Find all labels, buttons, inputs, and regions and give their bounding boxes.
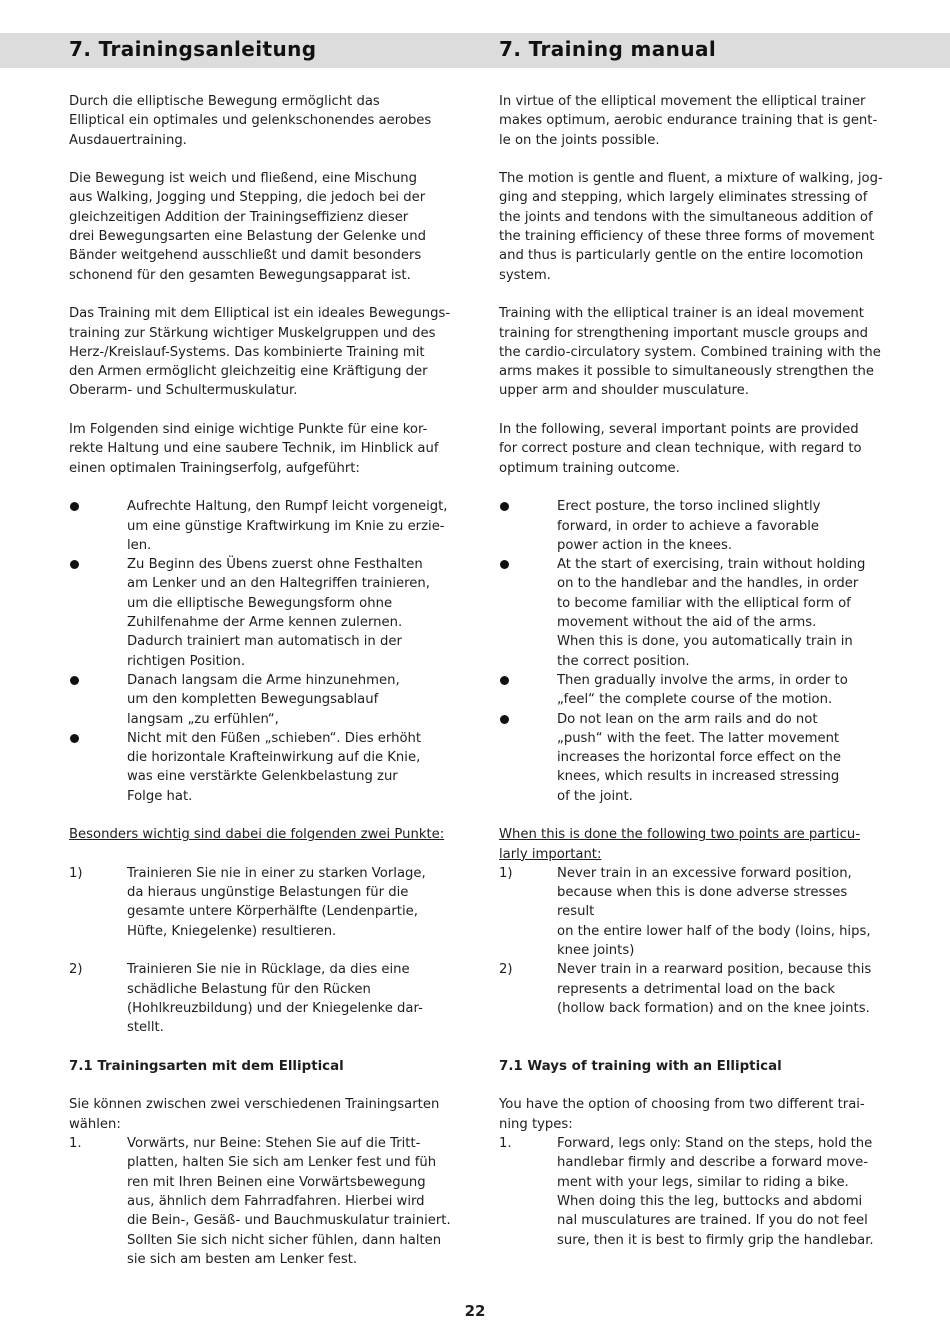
text-line: You have the option of choosing from two different trai- <box>499 1097 865 1113</box>
spacer <box>499 401 884 420</box>
text-line: and thus is particularly gentle on the entire locomotion <box>499 248 864 264</box>
bullet-dot <box>70 734 79 743</box>
text-line: da hieraus ungünstige Belastungen für die <box>127 885 409 901</box>
text-line: At the start of exercising, train without holding <box>557 557 866 573</box>
list-marker: 1. <box>499 1136 512 1152</box>
section-title-english: 7. Training manual <box>499 37 717 61</box>
text-line: of the joint. <box>557 788 633 804</box>
text-line: „push“ with the feet. The latter movement <box>557 730 840 746</box>
english-column <box>499 92 884 1250</box>
text-line: Die Bewegung ist weich und fließend, eine Mischung <box>69 171 418 187</box>
bullet-icon <box>69 671 79 691</box>
list-item-text <box>557 497 884 555</box>
text-line: len. <box>127 537 152 553</box>
list-item-text <box>557 1134 884 1250</box>
list-marker: 2) <box>69 962 83 978</box>
text-line: Trainieren Sie nie in Rücklage, da dies eine <box>127 962 410 978</box>
text-line: (hollow back formation) and on the knee joints. <box>557 1000 870 1016</box>
spacer <box>69 478 454 497</box>
text-line: nal musculatures are trained. If you do not feel <box>557 1213 868 1229</box>
text-line: Forward, legs only: Stand on the steps, hold the <box>557 1136 873 1152</box>
text-line: because when this is done adverse stresses <box>557 885 848 901</box>
text-line: Never train in an excessive forward position, <box>557 865 852 881</box>
text-line: Ausdauertraining. <box>69 132 187 148</box>
list-item-text <box>127 1134 454 1269</box>
list-item <box>499 1134 884 1250</box>
german-column <box>69 92 454 1269</box>
text-line: Zuhilfenahme der Arme kennen zulernen. <box>127 615 403 631</box>
paragraph <box>69 304 454 400</box>
spacer <box>69 285 454 304</box>
list-item <box>69 671 454 729</box>
text-line: Herz-/Kreislauf-Systems. Das kombinierte Training mit <box>69 344 425 360</box>
text-line: Vorwärts, nur Beine: Stehen Sie auf die Tritt- <box>127 1136 421 1152</box>
bullet-dot <box>70 502 79 511</box>
text-line: sie sich am besten am Lenker fest. <box>127 1251 358 1267</box>
spacer <box>499 1076 884 1095</box>
text-line: die Bein-, Gesäß- und Bauchmuskulatur trainiert. <box>127 1213 451 1229</box>
spacer <box>69 941 454 960</box>
spacer <box>69 1038 454 1057</box>
spacer <box>499 1018 884 1037</box>
bullet-dot <box>500 502 509 511</box>
bullet-icon <box>499 671 509 691</box>
text-line: system. <box>499 267 551 283</box>
text-line: power action in the knees. <box>557 537 733 553</box>
text-line: on the entire lower half of the body (loins, hips, <box>557 923 871 939</box>
list-marker: 1) <box>69 865 83 881</box>
text-line: upper arm and shoulder musculature. <box>499 383 749 399</box>
text-line: aus, ähnlich dem Fahrradfahren. Hierbei wird <box>127 1193 425 1209</box>
text-line: optimum training outcome. <box>499 460 680 476</box>
list-item-text <box>557 671 884 710</box>
text-line: gleichzeitigen Addition der Trainingseffizienz dieser <box>69 209 409 225</box>
text-line: platten, halten Sie sich am Lenker fest und füh <box>127 1155 437 1171</box>
bullet-icon <box>499 710 509 730</box>
spacer <box>69 401 454 420</box>
spacer <box>69 1076 454 1095</box>
text-line: represents a detrimental load on the back <box>557 981 836 997</box>
text-line: ment with your legs, similar to riding a bike. <box>557 1174 849 1190</box>
list-item-text <box>557 960 884 1018</box>
spacer <box>499 1038 884 1057</box>
text-line: am Lenker und an den Haltegriffen trainieren, <box>127 576 430 592</box>
text-line: result <box>557 904 595 920</box>
list-item-text <box>557 555 884 671</box>
list-item <box>499 960 884 1018</box>
text-line: ning types: <box>499 1116 573 1132</box>
text-line: the cardio-circulatory system. Combined training with the <box>499 344 881 360</box>
text-line: The motion is gentle and fluent, a mixture of walking, jog- <box>499 171 883 187</box>
text-line: rekte Haltung und eine saubere Technik, im Hinblick auf <box>69 441 439 457</box>
text-line: Bänder weitgehend ausschließt und damit besonders <box>69 248 422 264</box>
text-line: ren mit Ihren Beinen eine Vorwärtsbewegung <box>127 1174 426 1190</box>
list-item <box>69 497 454 555</box>
page-number: 22 <box>464 1302 486 1320</box>
list-item-text <box>127 555 454 671</box>
text-line: drei Bewegungsarten eine Belastung der Gelenke und <box>69 229 426 245</box>
text-line: Hüfte, Kniegelenke) resultieren. <box>127 923 337 939</box>
text-line: Oberarm- und Schultermuskulatur. <box>69 383 298 399</box>
bullet-dot <box>500 560 509 569</box>
spacer <box>499 150 884 169</box>
text-line: die horizontale Krafteinwirkung auf die Knie, <box>127 750 421 766</box>
text-line: on to the handlebar and the handles, in order <box>557 576 859 592</box>
text-line: the training efficiency of these three forms of movement <box>499 229 875 245</box>
text-line: Sollten Sie sich nicht sicher fühlen, dann halten <box>127 1232 442 1248</box>
subsection-heading: 7.1 Trainingsarten mit dem Elliptical <box>69 1058 344 1074</box>
bullet-icon <box>499 555 509 575</box>
text-line: sure, then it is best to firmly grip the handlebar. <box>557 1232 874 1248</box>
spacer <box>499 806 884 825</box>
paragraph <box>69 420 454 478</box>
text-line: for correct posture and clean technique, with regard to <box>499 441 862 457</box>
text-line: wählen: <box>69 1116 121 1132</box>
section-title-german: 7. Trainingsanleitung <box>69 37 317 61</box>
text-line: knee joints) <box>557 943 635 959</box>
text-line: einen optimalen Trainingserfolg, aufgeführt: <box>69 460 360 476</box>
bullet-icon <box>69 729 79 749</box>
list-item <box>499 555 884 671</box>
list-item <box>499 671 884 710</box>
bullet-icon <box>499 497 509 517</box>
bullet-dot <box>500 676 509 685</box>
text-line: makes optimum, aerobic endurance training that is gent- <box>499 113 878 129</box>
text-line: to become familiar with the elliptical form of <box>557 595 851 611</box>
text-line: Do not lean on the arm rails and do not <box>557 711 818 727</box>
text-line: In the following, several important points are provided <box>499 422 859 438</box>
text-line: When this is done, you automatically train in <box>557 634 853 650</box>
text-line: schonend für den gesamten Bewegungsapparat ist. <box>69 267 411 283</box>
text-line: Nicht mit den Füßen „schieben“. Dies erhöht <box>127 730 422 746</box>
list-marker: 1) <box>499 865 513 881</box>
list-item <box>69 555 454 671</box>
text-line: Dadurch trainiert man automatisch in der <box>127 634 402 650</box>
list-item <box>499 497 884 555</box>
text-line: the correct position. <box>557 653 690 669</box>
text-line: um eine günstige Kraftwirkung im Knie zu erzie- <box>127 518 445 534</box>
text-line: Durch die elliptische Bewegung ermöglicht das <box>69 94 380 109</box>
text-line: aus Walking, Jogging und Stepping, die jedoch bei der <box>69 190 426 206</box>
list-item <box>69 960 454 1037</box>
bullet-icon <box>69 555 79 575</box>
subsection-heading: 7.1 Ways of training with an Elliptical <box>499 1058 782 1074</box>
bullet-icon <box>69 497 79 517</box>
text-line: Danach langsam die Arme hinzunehmen, <box>127 672 400 688</box>
list-item <box>499 710 884 806</box>
text-line: ging and stepping, which largely eliminates stressing of <box>499 190 868 206</box>
text-line: training for strengthening important muscle groups and <box>499 325 869 341</box>
text-line: Zu Beginn des Übens zuerst ohne Festhalten <box>127 557 423 573</box>
list-item <box>69 864 454 941</box>
text-line: Im Folgenden sind einige wichtige Punkte für eine kor- <box>69 422 428 438</box>
text-line: Trainieren Sie nie in einer zu starken Vorlage, <box>127 865 426 881</box>
text-line: Folge hat. <box>127 788 193 804</box>
text-line: handlebar firmly and describe a forward move- <box>557 1155 869 1171</box>
spacer <box>499 478 884 497</box>
text-line: richtigen Position. <box>127 653 246 669</box>
text-line: increases the horizontal force effect on the <box>557 750 842 766</box>
text-line: le on the joints possible. <box>499 132 660 148</box>
text-line: larly important: <box>499 846 602 862</box>
text-line: Training with the elliptical trainer is an ideal movement <box>499 306 864 322</box>
text-line: Erect posture, the torso inclined slightly <box>557 499 821 515</box>
text-line: movement without the aid of the arms. <box>557 615 817 631</box>
text-line: um die elliptische Bewegungsform ohne <box>127 595 393 611</box>
text-line: (Hohlkreuzbildung) und der Kniegelenke dar- <box>127 1000 423 1016</box>
list-item <box>499 864 884 960</box>
list-item-text <box>557 864 884 960</box>
text-line: Never train in a rearward position, because this <box>557 962 872 978</box>
text-line: Das Training mit dem Elliptical ist ein ideales Bewegungs- <box>69 306 451 322</box>
list-item-text <box>127 864 454 941</box>
paragraph <box>499 92 884 150</box>
text-line: training zur Stärkung wichtiger Muskelgruppen und des <box>69 325 436 341</box>
text-line: Then gradually involve the arms, in order to <box>557 672 848 688</box>
text-line: schädliche Belastung für den Rücken <box>127 981 371 997</box>
list-item-text <box>557 710 884 806</box>
bullet-dot <box>500 715 509 724</box>
text-line: gesamte untere Körperhälfte (Lendenpartie, <box>127 904 418 920</box>
bullet-dot <box>70 676 79 685</box>
list-item-text <box>127 960 454 1037</box>
list-item-text <box>127 729 454 806</box>
text-line: knees, which results in increased stressing <box>557 769 840 785</box>
text-line: the joints and tendons with the simultaneous addition of <box>499 209 873 225</box>
list-item <box>69 729 454 806</box>
text-line: forward, in order to achieve a favorable <box>557 518 820 534</box>
bullet-dot <box>70 560 79 569</box>
list-item <box>69 1134 454 1269</box>
paragraph <box>499 304 884 400</box>
text-line: When this is done the following two points are particu- <box>499 827 860 843</box>
spacer <box>69 150 454 169</box>
spacer <box>499 285 884 304</box>
text-line: um den kompletten Bewegungsablauf <box>127 692 379 708</box>
spacer <box>69 845 454 864</box>
text-line: In virtue of the elliptical movement the elliptical trainer <box>499 94 866 109</box>
important-heading <box>69 825 454 844</box>
text-line: When doing this the leg, buttocks and abdomi <box>557 1193 863 1209</box>
list-marker: 2) <box>499 962 513 978</box>
text-line: Sie können zwischen zwei verschiedenen Trainingsarten <box>69 1097 440 1113</box>
text-line: Besonders wichtig sind dabei die folgenden zwei Punkte: <box>69 827 445 843</box>
list-item-text <box>127 497 454 555</box>
subsection-intro <box>499 1095 884 1134</box>
paragraph <box>499 169 884 285</box>
spacer <box>69 806 454 825</box>
list-item-text <box>127 671 454 729</box>
text-line: stellt. <box>127 1020 164 1036</box>
subsection-intro <box>69 1095 454 1134</box>
text-line: Elliptical ein optimales und gelenkschonendes aerobes <box>69 113 432 129</box>
text-line: was eine verstärkte Gelenkbelastung zur <box>127 769 398 785</box>
paragraph <box>69 92 454 150</box>
text-line: arms makes it possible to simultaneously strengthen the <box>499 364 875 380</box>
list-marker: 1. <box>69 1136 82 1152</box>
important-heading <box>499 825 884 864</box>
text-line: „feel“ the complete course of the motion. <box>557 692 833 708</box>
text-line: den Armen ermöglicht gleichzeitig eine Kräftigung der <box>69 364 428 380</box>
text-line: Aufrechte Haltung, den Rumpf leicht vorgeneigt, <box>127 499 448 515</box>
text-line: langsam „zu erfühlen“, <box>127 711 279 727</box>
paragraph <box>499 420 884 478</box>
paragraph <box>69 169 454 285</box>
